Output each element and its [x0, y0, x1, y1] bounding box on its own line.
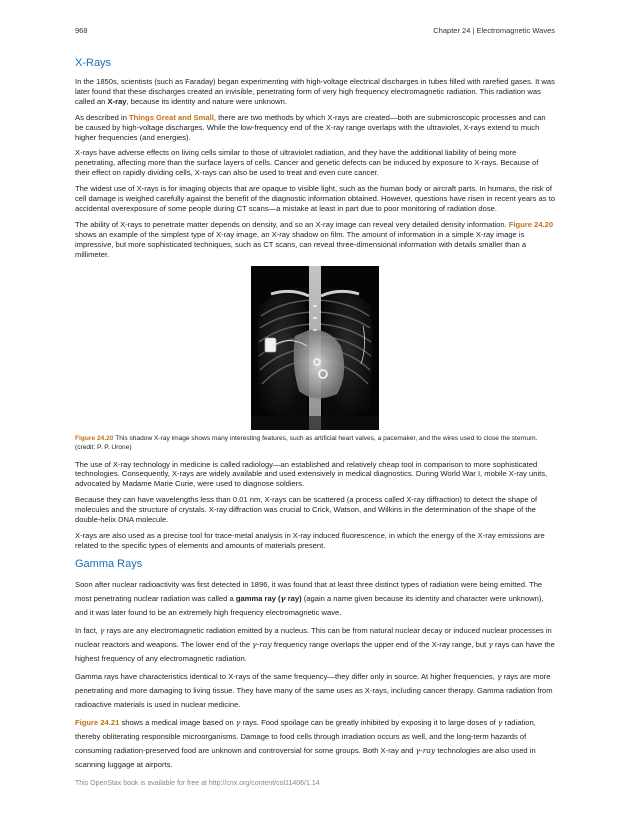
section-heading-xrays: X-Rays [75, 57, 112, 69]
gamma-paragraph-2: In fact, γ rays are any electromagnetic radiation emitted by a nucleus. This can be from natural nuclear decay or induced nuclear processes in nuclear reactors and weapons. The lower end of the γ-ray frequency range overlaps the upper end of the X-ray range, but γ rays can have the highest frequency of any electromagnetic radiation. [75, 625, 555, 663]
chapter-title: Chapter 24 | Electromagnetic Waves [433, 26, 555, 35]
page-number: 968 [75, 26, 88, 35]
section-heading-gamma: Gamma Rays [75, 557, 143, 570]
gamma-paragraph-1: Soon after nuclear radioactivity was first detected in 1896, it was found that at least three distinct types of radiation were being emitted. The most penetrating nuclear radiation was called a gamma ray (γ ray) (again a name given because its identity and character were unknown), and it was later found to be an extremely high frequency electromagnetic wave. [75, 579, 544, 617]
figure-label: Figure 24.20 [75, 434, 114, 442]
xrays-paragraph-5: The ability of X-rays to penetrate matter depends on density, and so an X-ray image can reveal very detailed density information. Figure 24.20 shows an example of the simplest type of X-ray image, an X-ray shadow on film. The amount of information in a simple X-ray image is impressive, but more sophisticated techniques, such as CT scans, can reveal three-dimensional information with details smaller than a millimeter. [75, 219, 554, 259]
term-xray: X-ray [107, 96, 127, 106]
gamma-paragraph-3: Gamma rays have characteristics identical to X-rays of the same frequency—they differ only in source. At higher frequencies, γ rays are more penetrating and more damaging to living tissue. They have many of the same uses as X-rays, including cancer therapy. Gamma radiation from radioactive materials is used in nuclear medicine. [75, 671, 553, 709]
figure-24-20 [75, 266, 555, 430]
chest-xray-image [251, 266, 379, 430]
running-head [75, 26, 555, 38]
term-gamma-ray: gamma ray (γ ray) [235, 593, 302, 603]
page-content [75, 56, 555, 776]
xrays-paragraph-6: The use of X-ray technology in medicine is called radiology—an established and relatively cheap tool in comparison to more sophisticated technologies. Consequently, X-rays are widely available and used extensively in medical diagnostics. During World War I, mobile X-ray units, advocated by Madame Marie Curie, were used to diagnose soldiers. [75, 459, 548, 489]
xrays-paragraph-2: As described in Things Great and Small, there are two methods by which X-rays are created—both are submicroscopic processes and can be caused by high-voltage discharges. While the low-frequency end of the X-ray range overlaps with the ultraviolet, X-rays extend to much higher frequencies (and energies). [75, 112, 546, 142]
xrays-paragraph-7: Because they can have wavelengths less than 0.01 nm, X-rays can be scattered (a process called X-ray diffraction) to detect the shape of molecules and the structure of crystals. X-ray diffraction was crucial to Crick, Watson, and Wilkins in the determination of the shape of the double-helix DNA molecule. [75, 495, 538, 525]
gamma-paragraph-4: Figure 24.21 shows a medical image based on γ rays. Food spoilage can be greatly inhibited by exposing it to large doses of γ radiation, thereby obliterating responsible microorganisms. Damage to food cells through irradiation occurs as well, and the long-term hazards of consuming radiation-preserved food are unknown and controversial for some groups. Both X-ray and γ-ray technologies are also used in scanning luggage at airports. [75, 717, 536, 769]
xrays-paragraph-3: X-rays have adverse effects on living cells similar to those of ultraviolet radiation, and they have the additional liability of being more penetrating, affecting more than the surface layers of cells. Cancer and genetic defects can be induced by exposure to X-rays. Because of their effect on rapidly dividing cells, X-rays can also be used to treat and even cure cancer. [75, 148, 539, 178]
link-figure-24-21[interactable]: Figure 24.21 [75, 717, 120, 727]
link-figure-24-20[interactable]: Figure 24.20 [508, 219, 554, 229]
xrays-paragraph-8: X-rays are also used as a precise tool for trace-metal analysis in X-ray induced fluorescence, in which the energy of the X-ray emissions are related to the specific types of elements and amounts of materials present. [75, 530, 545, 550]
link-things-great-and-small[interactable]: Things Great and Small [129, 112, 214, 122]
xrays-paragraph-4: The widest use of X-rays is for imaging objects that are opaque to visible light, such as the human body or aircraft parts. In humans, the risk of cell damage is weighed carefully against the benefit of the diagnostic information obtained. However, questions have risen in recent years as to accidental overexposure of some people during CT scans—a mistake at least in part due to poor monitoring of radiation dose. [75, 184, 555, 213]
xrays-paragraph-1: In the 1850s, scientists (such as Faraday) began experimenting with high-voltage electrical discharges in tubes filled with rarefied gases. It was later found that these discharges created an invisible, penetrating form of very high frequency electromagnetic radiation. This radiation was called an X-ray, because its identity and nature were unknown. [75, 77, 555, 106]
figure-caption: Figure 24.20 This shadow X-ray image shows many interesting features, such as artificial heart valves, a pacemaker, and the wires used to close the sternum. (credit: P. P. Urone) [75, 434, 538, 451]
page-footer: This OpenStax book is available for free at http://cnx.org/content/col11406/1.14 [75, 780, 320, 787]
